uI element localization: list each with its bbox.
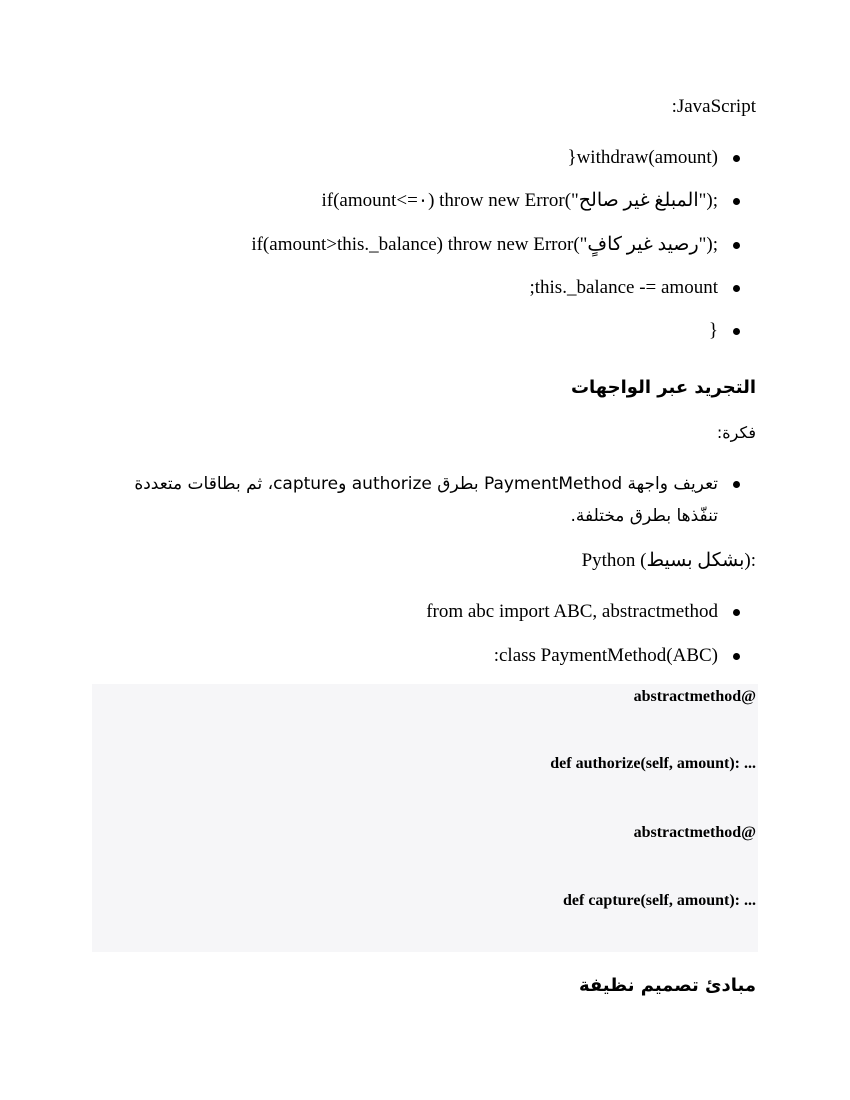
bullet-dot	[733, 328, 740, 335]
js-bullet-5: }	[708, 320, 718, 341]
bullet-dot	[733, 653, 740, 660]
python-label: Python (بشكل بسيط):	[581, 550, 756, 571]
python-bullet-2: :class PaymentMethod(ABC)	[493, 645, 718, 666]
bullet-dot	[733, 155, 740, 162]
code-block	[92, 684, 758, 952]
code-line-decorator-2: abstractmethod@	[633, 824, 756, 841]
bullet-dot	[733, 481, 740, 488]
interfaces-heading: التجريد عبر الواجهات	[570, 377, 756, 398]
js-section-label: :JavaScript	[671, 96, 756, 117]
python-bullet-1: from abc import ABC, abstractmethod	[426, 601, 718, 622]
clean-design-heading: مبادئ تصميم نظيفة	[578, 975, 756, 996]
js-bullet-2: if(amount<=٠) throw new Error("المبلغ غير صالح");	[321, 190, 718, 211]
js-bullet-3: if(amount>this._balance) throw new Error("رصيد غير كافٍ");	[251, 234, 718, 255]
idea-text: تعريف واجهة PaymentMethod بطرق authorize وcapture، ثم بطاقات متعددة تنفّذها بطرق مختلفة.	[134, 474, 718, 526]
code-line-capture: def capture(self, amount): ...	[562, 892, 756, 909]
bullet-dot	[733, 198, 740, 205]
js-bullet-4: ;this._balance -= amount	[529, 277, 718, 298]
bullet-dot	[733, 609, 740, 616]
code-line-authorize: def authorize(self, amount): ...	[550, 755, 756, 772]
code-line-decorator-1: abstractmethod@	[633, 688, 756, 705]
bullet-dot	[733, 285, 740, 292]
js-bullet-1: }withdraw(amount)	[567, 147, 718, 168]
idea-label: فكرة:	[716, 423, 756, 442]
bullet-dot	[733, 242, 740, 249]
